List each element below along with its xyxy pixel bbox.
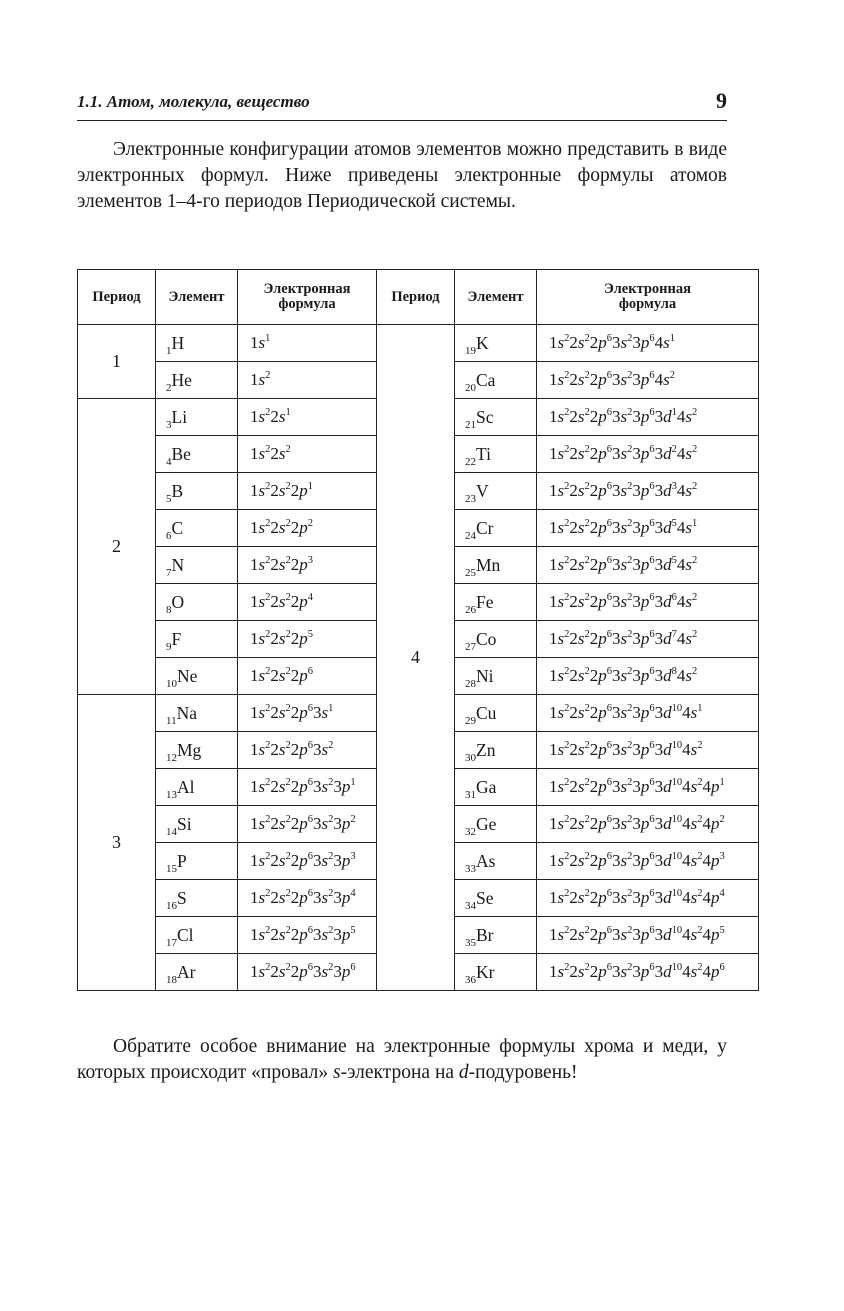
element-cell — [156, 917, 238, 954]
element-cell — [455, 954, 537, 991]
formula-cell: $1s^22s^22p^63s^23p^63d^14s^2$ — [537, 399, 759, 436]
formula-cell: $1s^22s^22p^63s^23p^63d^{10}4s^24p^1$ — [537, 769, 759, 806]
atomic-number: 26 — [465, 603, 476, 616]
element-cell — [156, 954, 238, 991]
table-header-row — [78, 270, 759, 325]
formula-cell: $1s^22s^22p^63s^23p^4$ — [238, 880, 377, 917]
atomic-number: 23 — [465, 492, 476, 505]
element-symbol: Cu — [476, 702, 497, 723]
table-row — [78, 325, 759, 362]
element-symbol: Cl — [177, 924, 194, 945]
atomic-number: 1 — [166, 344, 172, 357]
atomic-number: 24 — [465, 529, 476, 542]
atomic-number: 11 — [166, 714, 177, 727]
element-symbol: V — [476, 480, 489, 501]
formula-cell: $1s^22s^22p^63s^23p^3$ — [238, 843, 377, 880]
header-formula-line1: Электронная — [263, 281, 351, 297]
formula-cell: $1s^22s^22p^63s^23p^63d^{10}4s^1$ — [537, 695, 759, 732]
header-period-right: Период — [377, 270, 455, 325]
element-symbol: H — [171, 332, 185, 353]
atomic-number: 20 — [465, 381, 476, 394]
formula-cell: $1s^22s^22p^63s^23p^64s^2$ — [537, 362, 759, 399]
element-cell — [156, 362, 238, 399]
formula-cell: $1s^1$ — [238, 325, 377, 362]
element-symbol: Br — [476, 924, 494, 945]
formula-cell: $1s^22s^22p^63s^23p^63d^{10}4s^24p^6$ — [537, 954, 759, 991]
atomic-number: 9 — [166, 640, 172, 653]
element-cell — [455, 584, 537, 621]
formula-cell: $1s^22s^22p^6$ — [238, 658, 377, 695]
note-text-middle: -электрона на — [340, 1062, 459, 1083]
element-symbol: He — [171, 369, 192, 390]
element-symbol: Ca — [476, 369, 496, 390]
element-symbol: Mn — [476, 554, 501, 575]
header-element-left: Элемент — [156, 270, 238, 325]
intro-paragraph: Электронные конфигурации атомов элементов можно представить в виде электронных формул. Ниже приведены электронные формулы атомов элементов 1–4-го периодов Периодической системы. — [77, 139, 727, 212]
element-symbol: Si — [177, 813, 192, 834]
element-cell — [455, 362, 537, 399]
formula-cell: $1s^2$ — [238, 362, 377, 399]
element-cell — [455, 880, 537, 917]
element-symbol: Mg — [177, 739, 202, 760]
formula-cell: $1s^22s^22p^63s^23p^63d^{10}4s^24p^3$ — [537, 843, 759, 880]
header-formula-right — [537, 270, 759, 325]
period-cell: 3 — [78, 695, 156, 991]
formula-cell: $1s^22s^22p^5$ — [238, 621, 377, 658]
formula-cell: $1s^22s^22p^63s^23p^63d^54s^2$ — [537, 547, 759, 584]
atomic-number: 19 — [465, 344, 476, 357]
atomic-number: 34 — [465, 899, 476, 912]
running-header — [77, 88, 727, 121]
formula-cell: $1s^22s^22p^63s^23p^63d^84s^2$ — [537, 658, 759, 695]
formula-cell: $1s^22s^22p^63s^2$ — [238, 732, 377, 769]
formula-cell: $1s^22s^22p^63s^23p^2$ — [238, 806, 377, 843]
element-cell — [455, 436, 537, 473]
element-symbol: P — [177, 850, 187, 871]
formula-cell: $1s^22s^22p^63s^23p^63d^{10}4s^24p^2$ — [537, 806, 759, 843]
atomic-number: 18 — [166, 973, 177, 986]
atomic-number: 27 — [465, 640, 476, 653]
atomic-number: 33 — [465, 862, 476, 875]
period-cell: 1 — [78, 325, 156, 399]
element-cell — [455, 399, 537, 436]
atomic-number: 31 — [465, 788, 476, 801]
note-text-after: -подуровень! — [468, 1062, 578, 1083]
atomic-number: 35 — [465, 936, 476, 949]
element-symbol: C — [171, 517, 184, 538]
formula-cell: $1s^22s^22p^63s^23p^6$ — [238, 954, 377, 991]
element-cell — [156, 584, 238, 621]
element-cell — [455, 769, 537, 806]
formula-cell: $1s^22s^22p^63s^23p^63d^74s^2$ — [537, 621, 759, 658]
formula-cell: $1s^22s^22p^2$ — [238, 510, 377, 547]
atomic-number: 28 — [465, 677, 476, 690]
header-element-right: Элемент — [455, 270, 537, 325]
element-symbol: Kr — [476, 961, 495, 982]
formula-cell: $1s^22s^22p^63s^23p^63d^64s^2$ — [537, 584, 759, 621]
note-paragraph — [77, 1034, 727, 1086]
element-cell — [156, 658, 238, 695]
element-symbol: Zn — [476, 739, 496, 760]
element-symbol: N — [171, 554, 185, 575]
element-cell — [156, 695, 238, 732]
element-cell — [455, 695, 537, 732]
formula-cell: $1s^22s^2$ — [238, 436, 377, 473]
element-symbol: K — [476, 332, 489, 353]
formula-cell: $1s^22s^22p^63s^23p^63d^24s^2$ — [537, 436, 759, 473]
element-cell — [156, 880, 238, 917]
element-cell — [156, 399, 238, 436]
header-formula-line1: Электронная — [604, 281, 691, 297]
formula-cell: $1s^22s^1$ — [238, 399, 377, 436]
atomic-number: 5 — [166, 492, 172, 505]
formula-cell: $1s^22s^22p^63s^23p^63d^{10}4s^24p^5$ — [537, 917, 759, 954]
element-symbol: Li — [171, 406, 188, 427]
element-cell — [455, 843, 537, 880]
formula-cell: $1s^22s^22p^63s^23p^63d^34s^2$ — [537, 473, 759, 510]
atomic-number: 13 — [166, 788, 177, 801]
element-cell — [455, 473, 537, 510]
atomic-number: 32 — [465, 825, 476, 838]
atomic-number: 22 — [465, 455, 476, 468]
element-cell — [455, 621, 537, 658]
note-s-letter: s — [333, 1062, 341, 1083]
atomic-number: 36 — [465, 973, 476, 986]
element-cell — [156, 473, 238, 510]
formula-cell: $1s^22s^22p^63s^1$ — [238, 695, 377, 732]
formula-cell: $1s^22s^22p^63s^23p^63d^{10}4s^24p^4$ — [537, 880, 759, 917]
element-symbol: Ne — [177, 665, 198, 686]
element-cell — [156, 806, 238, 843]
element-symbol: Ge — [476, 813, 497, 834]
atomic-number: 30 — [465, 751, 476, 764]
element-cell — [156, 621, 238, 658]
formula-cell: $1s^22s^22p^1$ — [238, 473, 377, 510]
section-title: 1.1. Атом, молекула, вещество — [77, 92, 310, 111]
element-symbol: Ni — [476, 665, 494, 686]
note-d-letter: d — [458, 1062, 469, 1083]
atomic-number: 12 — [166, 751, 177, 764]
element-symbol: Na — [176, 702, 197, 723]
atomic-number: 7 — [166, 566, 172, 579]
formula-cell: $1s^22s^22p^63s^23p^64s^1$ — [537, 325, 759, 362]
atomic-number: 17 — [166, 936, 177, 949]
element-cell — [455, 547, 537, 584]
element-cell — [455, 510, 537, 547]
atomic-number: 6 — [166, 529, 172, 542]
atomic-number: 14 — [166, 825, 177, 838]
atomic-number: 2 — [166, 381, 172, 394]
header-period-left: Период — [78, 270, 156, 325]
atomic-number: 15 — [166, 862, 177, 875]
element-symbol: B — [171, 480, 184, 501]
formula-cell: $1s^22s^22p^63s^23p^63d^{10}4s^2$ — [537, 732, 759, 769]
atomic-number: 16 — [166, 899, 177, 912]
atomic-number: 4 — [166, 455, 172, 468]
element-cell — [156, 436, 238, 473]
atomic-number: 29 — [465, 714, 476, 727]
formula-cell: $1s^22s^22p^3$ — [238, 547, 377, 584]
element-symbol: Co — [476, 628, 497, 649]
atomic-number: 8 — [166, 603, 172, 616]
electron-formula-table — [77, 269, 759, 991]
element-cell — [156, 325, 238, 362]
element-symbol: Fe — [476, 591, 494, 612]
note-text-before: Обратите особое внимание на электронные формулы хрома и меди, у которых происходит «провал» — [77, 1036, 727, 1083]
element-cell — [455, 806, 537, 843]
element-cell — [156, 547, 238, 584]
formula-cell: $1s^22s^22p^63s^23p^5$ — [238, 917, 377, 954]
element-cell — [156, 843, 238, 880]
element-symbol: Ga — [476, 776, 497, 797]
atomic-number: 21 — [465, 418, 476, 431]
atomic-number: 3 — [166, 418, 172, 431]
element-cell — [455, 732, 537, 769]
element-symbol: Cr — [476, 517, 494, 538]
element-symbol: Se — [476, 887, 494, 908]
element-symbol: Ti — [476, 443, 491, 464]
element-cell — [156, 510, 238, 547]
element-symbol: S — [177, 887, 187, 908]
element-symbol: O — [171, 591, 185, 612]
element-cell — [455, 917, 537, 954]
element-cell — [156, 732, 238, 769]
period-cell: 4 — [377, 325, 455, 991]
element-symbol: Al — [177, 776, 195, 797]
formula-cell: $1s^22s^22p^63s^23p^1$ — [238, 769, 377, 806]
formula-cell: $1s^22s^22p^63s^23p^63d^54s^1$ — [537, 510, 759, 547]
formula-cell: $1s^22s^22p^4$ — [238, 584, 377, 621]
page-number: 9 — [716, 88, 727, 113]
element-symbol: Be — [171, 443, 191, 464]
atomic-number: 25 — [465, 566, 476, 579]
atomic-number: 10 — [166, 677, 177, 690]
header-formula-left — [238, 270, 377, 325]
element-cell — [156, 769, 238, 806]
element-symbol: Sc — [476, 406, 494, 427]
period-cell: 2 — [78, 399, 156, 695]
header-formula-line2: формула — [618, 296, 677, 312]
element-symbol: F — [171, 628, 182, 649]
element-symbol: Ar — [177, 961, 196, 982]
element-cell — [455, 325, 537, 362]
element-symbol: As — [476, 850, 496, 871]
element-cell — [455, 658, 537, 695]
header-formula-line2: формула — [278, 296, 336, 312]
